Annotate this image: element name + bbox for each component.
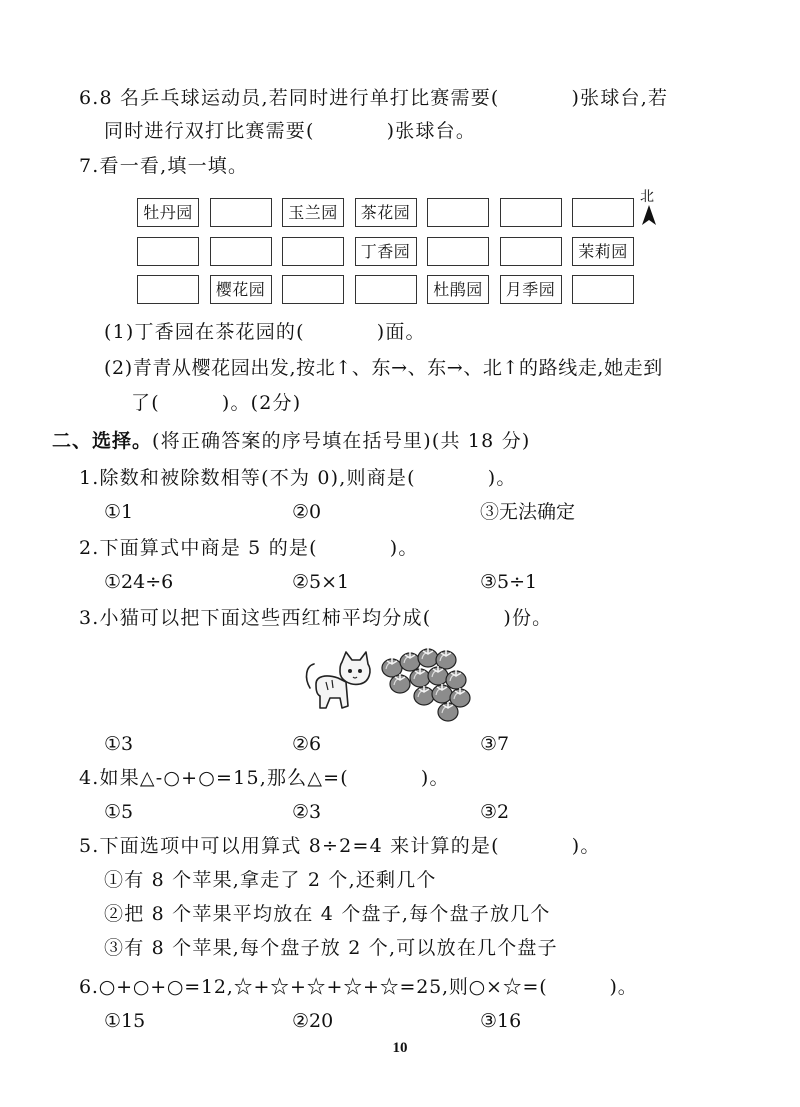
tomato-group (380, 640, 490, 722)
c5-option-2: ②把 8 个苹果平均放在 4 个盘子,每个盘子放几个 (104, 903, 551, 925)
c3-text-b: )份。 (503, 607, 553, 629)
tomato-icon (382, 658, 402, 677)
c5-stem (79, 833, 601, 859)
tomato-icon (390, 674, 410, 693)
tomato-icon (446, 670, 466, 689)
c1-option-1: ①1 (104, 501, 134, 523)
c1-option-3: ③无法确定 (480, 501, 576, 523)
c3-option-3: ③7 (480, 733, 510, 755)
c2-stem (79, 535, 419, 561)
q7-sub2-line1: (2)青青从樱花园出发,按北↑、东→、东→、北↑的路线走,她走到 (104, 357, 663, 379)
c4-option-2: ②3 (292, 801, 322, 823)
c3-text-a: 3.小猫可以把下面这些西红柿平均分成( (79, 607, 432, 629)
tomato-icon (432, 684, 452, 703)
c2-option-3: ③5÷1 (480, 571, 538, 593)
section2-title: 二、选择。 (52, 430, 153, 452)
c4-option-3: ③2 (480, 801, 510, 823)
q7-sub1 (104, 319, 426, 345)
garden-cell (572, 198, 634, 227)
garden-cell (500, 198, 562, 227)
garden-cell: 玉兰园 (282, 198, 344, 227)
q7-title: 7.看一看,填一填。 (79, 155, 249, 177)
c3-option-2: ②6 (292, 733, 322, 755)
garden-cell: 月季园 (500, 275, 562, 304)
garden-cell (137, 237, 199, 266)
q7-sub2-text-b: )。(2分) (221, 392, 302, 414)
c6-option-2: ②20 (292, 1010, 334, 1032)
page-number: 10 (392, 1040, 408, 1056)
garden-cell: 茶花园 (355, 198, 417, 227)
tomato-icon (428, 666, 448, 685)
c5-option-3: ③有 8 个苹果,每个盘子放 2 个,可以放在几个盘子 (104, 937, 558, 959)
c3-stem (79, 605, 552, 631)
garden-cell (210, 237, 272, 266)
q7-sub2-line2 (131, 390, 301, 416)
c2-option-1: ①24÷6 (104, 571, 174, 593)
garden-cell (500, 237, 562, 266)
tomato-icon (436, 650, 456, 669)
cat-illustration (302, 648, 374, 718)
c6-text-b: )。 (609, 976, 638, 998)
q7-sub1-text-a: (1)丁香园在茶花园的( (104, 321, 305, 343)
q6-text-b: )张球台,若 (571, 87, 669, 109)
q6-text-d: )张球台。 (386, 120, 477, 142)
c4-text-b: )。 (420, 767, 450, 789)
north-arrow-icon (642, 205, 656, 225)
garden-cell (355, 275, 417, 304)
garden-cell (427, 198, 489, 227)
c5-text-b: )。 (571, 835, 601, 857)
garden-cell: 丁香园 (355, 237, 417, 266)
section2-note: (将正确答案的序号填在括号里)(共 18 分) (152, 430, 531, 452)
c2-text-a: 2.下面算式中商是 5 的是( (79, 537, 318, 559)
garden-cell: 杜鹃园 (427, 275, 489, 304)
c1-option-2: ②0 (292, 501, 322, 523)
c1-stem (79, 465, 517, 491)
q6-text-c: 同时进行双打比赛需要( (104, 120, 315, 142)
c2-option-2: ②5×1 (292, 571, 350, 593)
c5-text-a: 5.下面选项中可以用算式 8÷2=4 来计算的是( (79, 835, 500, 857)
c4-option-1: ①5 (104, 801, 134, 823)
c2-text-b: )。 (389, 537, 419, 559)
q6-text-a: 6.8 名乒乓球运动员,若同时进行单打比赛需要( (79, 87, 500, 109)
garden-cell: 樱花园 (210, 275, 272, 304)
q7-sub1-text-b: )面。 (376, 321, 426, 343)
garden-cell: 茉莉园 (572, 237, 634, 266)
c6-option-3: ③16 (480, 1010, 522, 1032)
north-label: 北 (640, 189, 654, 205)
tomato-icon (400, 652, 420, 671)
q7-sub2-text-a: 了( (131, 392, 160, 414)
c4-stem (79, 765, 450, 791)
q6-line1 (79, 85, 668, 111)
garden-cell (427, 237, 489, 266)
c6-text-a: 6.○+○+○=12,☆+☆+☆+☆+☆=25,则○×☆=( (79, 976, 548, 998)
q6-line2 (104, 118, 476, 144)
c4-text-a: 4.如果△-○+○=15,那么△=( (79, 767, 349, 789)
c6-stem (79, 974, 638, 1000)
section2-heading (52, 428, 531, 454)
tomato-icon (438, 702, 458, 721)
garden-cell: 牡丹园 (137, 198, 199, 227)
c6-option-1: ①15 (104, 1010, 146, 1032)
garden-cell (210, 198, 272, 227)
c5-option-1: ①有 8 个苹果,拿走了 2 个,还剩几个 (104, 869, 437, 891)
c3-option-1: ①3 (104, 733, 134, 755)
c1-text-a: 1.除数和被除数相等(不为 0),则商是( (79, 467, 416, 489)
tomato-icon (414, 686, 434, 705)
garden-cell (282, 275, 344, 304)
garden-cell (137, 275, 199, 304)
garden-cell (572, 275, 634, 304)
tomato-icon (418, 648, 438, 667)
c1-text-b: )。 (487, 467, 517, 489)
tomato-icon (410, 668, 430, 687)
garden-cell (282, 237, 344, 266)
